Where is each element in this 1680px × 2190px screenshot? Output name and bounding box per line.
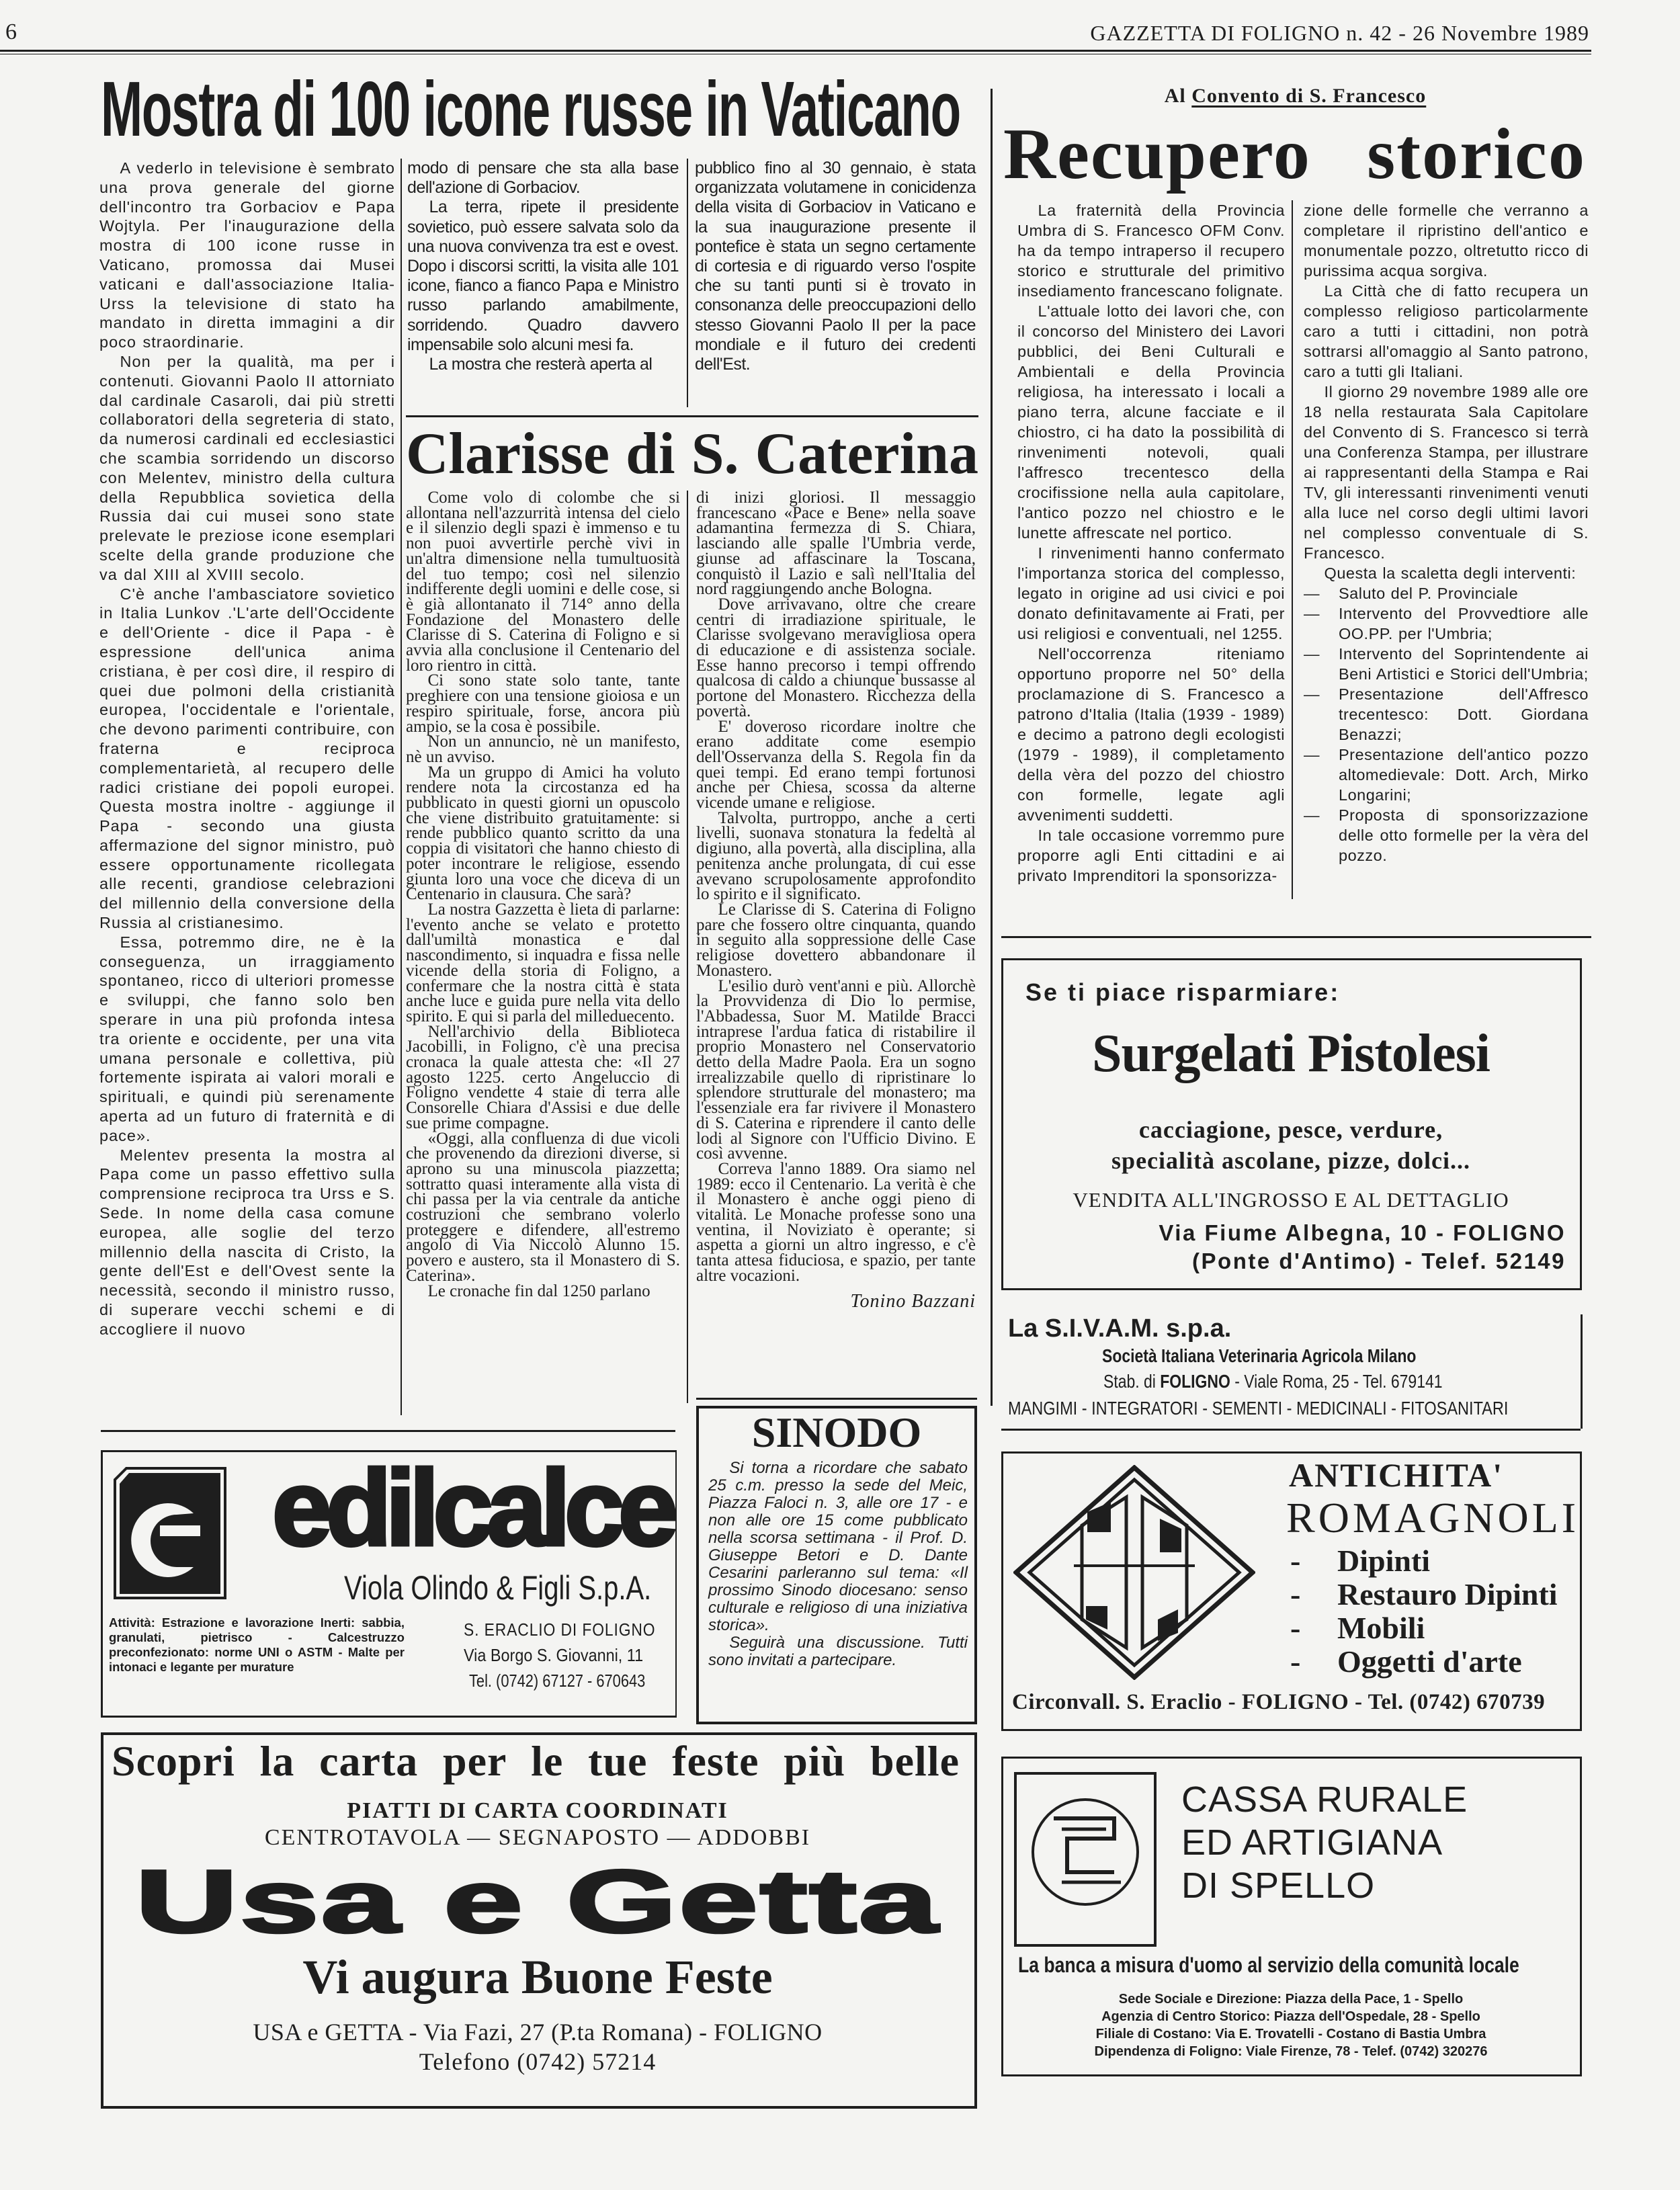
cassa-rurale-name-2: ED ARTIGIANA — [1181, 1822, 1443, 1863]
paragraph: Come volo di colombe che si allontana nell'azzurrità intensa del cielo e il silenzio degli spazi è immenso e tu non puoi avvertirle perchè vivi in un'altra dimensione nella tumultuosità del tuo tempo; così nel silenzio indifferente degli uomini e delle cose, si è già allontanato il 714° anno della Fondazione del Monastero delle Clarisse di S. Caterina di Foligno e si avvia alla conclusione il Centenario del loro rientro in città. — [406, 489, 680, 675]
cassa-rurale-name-3: DI SPELLO — [1181, 1865, 1376, 1906]
paragraph: In tale occasione vorremmo pure proporre agli Enti cittadini e ai privato Imprenditori la sponsorizza- — [1017, 827, 1285, 884]
paragraph: Essa, potremmo dire, ne è la conseguenza, un irraggiamento spontaneo, ricco di ulteriori promesse e sviluppi, che fanno solo ben sperare in una più profonda intesa tra oriente e occidente, per una vita umana personale e collettiva, più fortemente ispirata ai valori morali e spirituali, e quindi più serenamente aperta ad un futuro di fraternità e di pace». — [99, 933, 395, 1144]
column-divider — [687, 159, 688, 407]
usa-line-1: PIATTI DI CARTA COORDINATI — [347, 1798, 728, 1823]
byline: Tonino Bazzani — [850, 1290, 976, 1312]
header-rule — [0, 50, 1591, 52]
list-line — [1003, 1990, 1579, 2008]
section-rule — [101, 1430, 675, 1432]
sivam-full-name: Società Italiana Veterinaria Agricola Milano — [1102, 1345, 1417, 1366]
romagnoli-logo-icon — [1013, 1465, 1255, 1680]
list-line — [1003, 2043, 1579, 2060]
antichita-address: Circonvall. S. Eraclio - FOLIGNO - Tel. (0742) 670739 — [1012, 1690, 1546, 1714]
paragraph: zione delle formelle che verranno a completare il ripristino dell'antico e monumentale pozzo, oltretutto ricco di purissima acqua sorgiva. — [1304, 202, 1589, 280]
paragraph: La fraternità della Provincia Umbra di S. Francesco OFM Conv. ha da tempo intraperso il recupero storico e strutturale del primitivo insediamento francescano folignate. — [1017, 202, 1285, 300]
paragraph: Melentev presenta la mostra al Papa come un passo effettivo sulla comprensione reciproca tra Urss e S. Sede. In nome della casa comune europea, alle soglie del terzo millennio della nascita di Cristo, la gente dell'Est e dell'Ovest sente la necessità, secondo il ministro russo, di superare vecchi schemi e di accogliere il nuovo — [99, 1146, 395, 1338]
agenda-item: — Presentazione dell'Affresco trecentesco: Dott. Giordana Benazzi; — [1304, 684, 1589, 745]
edilcalce-activities: Attività: Estrazione e lavorazione Inerti: sabbia, granulati, pietrisco - Calcestruzzo preconfezionato: norme UNI o ASTM - Malte per intonaci e legante per murature — [109, 1615, 405, 1674]
paragraph: L'esilio durò vent'anni e più. Allorchè la Provvidenza di Dio lo permise, l'Abbadessa, Suor M. Matilde Bracci intraprese l'ardua fatica di ristabilire il proprio Monastero nel Conservatorio detto della Madre Paola. Era un sogno irrealizzabile quello di ripristinare lo splendore strutturale del monastero; ma l'essenziale era far rivivere il Monastero di S. Caterina e riprendere il canto delle lodi al Signore con l'Ufficio Divino. E così avvenne. — [696, 976, 976, 1163]
sivam-products: MANGIMI - INTEGRATORI - SEMENTI - MEDICINALI - FITOSANITARI — [1008, 1398, 1509, 1419]
agenda-item: — Proposta di sponsorizzazione delle otto formelle per la vèra del pozzo. — [1304, 805, 1589, 866]
paragraph: La mostra che resterà aperta al — [429, 355, 653, 374]
usa-headline: Scopri la carta per le tue feste più belle — [112, 1737, 960, 1785]
page-number: 6 — [5, 19, 17, 44]
agenda-item: — Saluto del P. Provinciale — [1304, 583, 1589, 603]
paragraph: Si torna a ricordare che sabato 25 c.m. presso la sede del Meic, Piazza Faloci n. 3, alle ore 17 - e non alle ore 15 come pubblicato nella scorsa settimana - il Prof. D. Giuseppe Betori e D. Dante Cesarini parleranno sul tema: «Il prossimo Sinodo diocesano: senso culturale e religioso di una iniziativa storica». — [708, 1459, 968, 1634]
edilcalce-street: Via Borgo S. Giovanni, 11 — [464, 1645, 644, 1665]
paragraph: Nell'occorrenza riteniamo opportuno proporre nel 50° della proclamazione di S. Francesco a patrono d'Italia (Italia (1939 - 1989) e decimo a patrono degli ecologisti (1979 - 1989), il completamento della vèra del pozzo del chiostro con formelle, legate agli avvenimenti suddetti. — [1017, 645, 1285, 824]
sivam-address-rest: - Viale Roma, 25 - Tel. 679141 — [1234, 1371, 1443, 1392]
paragraph: Ci sono state solo tante, tante preghiere con una tensione gioiosa e un respiro spirituale, forse, ancora più ampio, se la cosa è possibile. — [406, 671, 680, 736]
usa-phone: Telefono (0742) 57214 — [419, 2048, 657, 2075]
paragraph: Correva l'anno 1889. Ora siamo nel 1989: ecco il Centenario. La verità è che il Monastero è anche oggi pieno di vitalità. Le Monache professe sono una ventina, il Noviziato è operante; si aspetta a giorni un altro ingresso, e c'è tanta attesa fiduciosa, e spazio, per tante altre vocazioni. — [696, 1159, 976, 1285]
paragraph: A vederlo in televisione è sembrato una prova generale del giorne dell'incontro tra Gorbaciov e Papa Wojtyla. Per l'inaugurazione della mostra di 100 icone russe in Vaticano, promossa dai Musei vaticani e dall'associazione Italia-Urss la televisione di stato ha mandato in diretta immagini a dir poco straordinarie. — [99, 159, 396, 351]
sivam-address-city: FOLIGNO — [1160, 1371, 1230, 1392]
list-line-text: Filiale di Costano: Via E. Trovatelli - Costano di Bastia Umbra — [1095, 2027, 1486, 2041]
list-line — [1290, 1645, 1558, 1679]
edilcalce-phone: Tel. (0742) 67127 - 670643 — [469, 1671, 646, 1691]
headline-icone: Mostra di 100 icone russe in Vaticano — [101, 65, 960, 153]
list-line-text: Sede Sociale e Direzione: Piazza della Pace, 1 - Spello — [1118, 1992, 1464, 2007]
edilcalce-brand: edilcalce — [272, 1447, 673, 1568]
list-line-text: Mobili — [1337, 1611, 1425, 1645]
column-divider — [687, 491, 688, 1403]
list-line-text: Restauro Dipinti — [1337, 1577, 1558, 1611]
article-clarisse-column-1 — [406, 491, 680, 1299]
section-rule — [696, 1398, 977, 1400]
dash-bullet: - — [1290, 1577, 1301, 1611]
paragraph: pubblico fino al 30 gennaio, è stata organizzata volutamene in conicidenza della visita di Gorbaciov in Vaticano e la sua inaugurazione presente il pontefice è stata un segno certamente di cortesia e di riguardo verso l'ospite che su tanti punti si è trovato in consonanza delle preoccupazioni dello stesso Giovanni Paolo II per la pace mondiale e il futuro dei credenti dell'Est. — [695, 159, 976, 374]
edilcalce-logo-icon — [113, 1466, 227, 1601]
paragraph: C'è anche l'ambasciatore sovietico in Italia Lunkov .'L'arte dell'Occidente e dell'Oriente - dice il Papa - è espressione dell'unica anima cristiana, è per così dire, il respiro di quei due polmoni della cristianità europea, l'occidentale e l'orientale, che devono parimenti contribuire, con fraterna e reciproca complementarietà, al recupero delle radici cristiane dei popoli europei. Questa mostra inoltre - aggiunge il Papa - secondo una giusta affermazione del signor ministro, può essere opportunamente ricollegata alle recenti, grandiose celebrazioni del millennio della conversione della Russia al cristianesimo. — [99, 585, 395, 932]
cassa-rurale-name-1: CASSA RURALE — [1181, 1779, 1468, 1820]
paragraph: Nell'archivio della Biblioteca Jacobilli, in Foligno, c'è una precisa cronaca la quale attesta che: «Il 27 agosto 1225. certo Angeluccio di Foligno vendette 4 staie di terra alle Consorelle Chiara d'Assisi e due delle sue prime compagne. — [406, 1022, 680, 1132]
page-column-divider — [991, 89, 993, 1406]
cassa-rurale-tagline: La banca a misura d'uomo al servizio della comunità locale — [1018, 1953, 1519, 1977]
dash-bullet: - — [1290, 1644, 1301, 1679]
kicker-text: Convento di S. Francesco — [1191, 85, 1427, 107]
kicker — [1001, 85, 1589, 108]
sinodo-title: SINODO — [751, 1408, 922, 1456]
usa-brand: Usa e Getta — [135, 1852, 940, 1951]
surgelati-sales: VENDITA ALL'INGROSSO E AL DETTAGLIO — [1073, 1188, 1509, 1212]
list-line-text: Oggetti d'arte — [1337, 1644, 1522, 1679]
surgelati-products-2: specialità ascolane, pizze, dolci... — [1111, 1147, 1470, 1174]
surgelati-products-1: cacciagione, pesce, verdure, — [1138, 1116, 1443, 1143]
article-recupero-column-2 — [1304, 200, 1589, 866]
list-line — [1003, 2008, 1579, 2025]
paragraph: L'attuale lotto dei lavori che, con il concorso del Ministero dei Lavori pubblici, dei Beni Culturali e Ambientali e della Provincia religiosa, ha interessato i locali a piano terra, alcune facciate e il chiostro, ci ha dato la possibilità di rinvenimenti notevoli, quali l'affresco trecentesco della crocifissione nella aula capitolare, l'antico pozzo nel chiostro e le lunette affrescate nel portico. — [1017, 302, 1285, 542]
paragraph: Talvolta, purtroppo, anche a certi livelli, suonava stonatura la fedeltà al digiuno, alla povertà, alla disciplina, alla penitenza anche prolungata, di cui esse avevano scrupolosamente approfondito lo spirito e il significato. — [696, 808, 976, 904]
surgelati-tagline: Se ti piace risparmiare: — [1025, 978, 1341, 1006]
article-icone-column-1 — [99, 159, 395, 1339]
article-icone-column-2 — [407, 159, 679, 374]
surgelati-name: Surgelati Pistolesi — [1091, 1024, 1490, 1083]
agenda-item: — Intervento del Soprintendente ai Beni Artistici e Storici dell'Umbria; — [1304, 644, 1589, 684]
ad-border — [1581, 1314, 1583, 1429]
paragraph: Seguirà una discussione. Tutti sono invitati a partecipare. — [708, 1634, 968, 1669]
paragraph: Ma un gruppo di Amici ha voluto rendere nota la circostanza ed ha pubblicato in questi giorni un opuscolo che viene distribuito gratuitamente: si rende pubblico quanto scritto da una coppia di visitatori che hanno chiesto di poter incontrare le religiose, essendo giunta loro una voce che diceva di un Centenario in clausura. Che sarà? — [406, 763, 680, 904]
sinodo-text — [708, 1460, 968, 1669]
paragraph: E' doveroso ricordare inoltre che erano additate come esempio dell'Osservanza della S. Regola fin da quei tempi. Ed erano tempi fortunosi anche per Chiesa, scossa da alterne vicende umane e religiose. — [696, 717, 976, 812]
paragraph: Non un annuncio, nè un manifesto, nè un avviso. — [406, 732, 680, 766]
headline-recupero: Recupero storico — [1003, 114, 1586, 194]
agenda-item: — Intervento del Provvedtiore alle OO.PP. per l'Umbria; — [1304, 603, 1589, 644]
paragraph: La terra, ripete il presidente sovietico, può essere salvata solo da una nuova convivenza tra est e ovest. Dopo i discorsi scritti, la visita alle 101 icone, fianco a fianco Papa e Ministro russo parlando amabilmente, sorridendo. Quadro davvero impensabile solo alcuni mesi fa. — [407, 198, 679, 354]
usa-line-2: CENTROTAVOLA — SEGNAPOSTO — ADDOBBI — [264, 1825, 811, 1850]
list-line — [1290, 1611, 1558, 1645]
edilcalce-location: S. ERACLIO DI FOLIGNO — [464, 1619, 656, 1640]
paragraph: Le Clarisse di S. Caterina di Foligno pare che fossero oltre cinquanta, quando in seguito alla soppressione delle Case religiose dovettero abbandonare il Monastero. — [696, 900, 976, 980]
paragraph: La nostra Gazzetta è lieta di parlarne: l'evento anche se velato e protetto dall'umiltà monastica e dal nascondimento, si inquadra e fissa nelle vicende della storia di Foligno, a confermare che la nostra città è stata anche luce e guida pure nella vita dello spirito. E qui si parla del milleduecento. — [406, 900, 680, 1025]
paragraph: Non per la qualità, ma per i contenuti. Giovanni Paolo II attorniato dal cardinale Casaroli, dai più stretti collaboratori della segreteria di stato, da numerosi cardinali ed ecclesiastici che scambia sorridendo un discorso con Melentev, ministro della cultura della Repubblica sovietica della Russia dai cui musei sono state prelevate le preziose icone esemplari scelte della grande produzione che va dal XIII al XVIII secolo. — [99, 352, 395, 583]
paragraph: La Città che di fatto recupera un complesso religioso particolarmente caro a tutti i cittadini, non potrà sottrarsi all'omaggio al Santo patrono, caro a tutti gli Italiani. — [1304, 282, 1589, 380]
antichita-name: ROMAGNOLI — [1286, 1494, 1580, 1542]
column-divider — [401, 159, 402, 1415]
sivam-address-prefix: Stab. di — [1103, 1371, 1156, 1392]
paragraph: Il giorno 29 novembre 1989 alle ore 18 nella restaurata Sala Capitolare del Convento di S. Francesco si terrà una Conferenza Stampa, per illustrare ai rappresentanti della Stampa e Rai TV, gli interessanti rinvenimenti venuti alla luce nel corso degli ultimi lavori nel complesso conventuale di S. Francesco. — [1304, 383, 1589, 562]
article-recupero-column-1 — [1017, 200, 1285, 886]
list-line — [1003, 2025, 1579, 2043]
antichita-services — [1290, 1544, 1558, 1679]
paragraph: «Oggi, alla confluenza di due vicoli che provenendo da direzioni diverse, si aprono su una minuscola piazzetta; sottratto quasi interamente alla vista di chi passa per la via centrale da antiche costruzioni che sembrano volerlo proteggere e difendere, all'estremo angolo di Via Niccolò Alunno 15. povero e austero, sta il Monastero di S. Caterina». — [406, 1129, 680, 1285]
list-line-text: Dipendenza di Foligno: Viale Firenze, 78 - Telef. (0742) 320276 — [1094, 2044, 1488, 2059]
paragraph: Le cronache fin dal 1250 parlano — [427, 1281, 650, 1300]
headline-clarisse: Clarisse di S. Caterina — [406, 421, 978, 487]
article-icone-column-3 — [695, 159, 976, 374]
agenda-list — [1304, 583, 1589, 866]
list-line — [1290, 1544, 1558, 1578]
agenda-item: — Presentazione dell'antico pozzo altomedievale: Dott. Arch, Mirko Longarini; — [1304, 745, 1589, 805]
article-recupero-column-2-text — [1304, 200, 1589, 583]
list-line-text: Agenzia di Centro Storico: Piazza dell'Ospedale, 28 - Spello — [1101, 2009, 1480, 2024]
masthead: GAZZETTA DI FOLIGNO n. 42 - 26 Novembre 1989 — [1090, 21, 1589, 45]
surgelati-address-2: (Ponte d'Antimo) - Telef. 52149 — [1192, 1249, 1566, 1273]
paragraph: modo di pensare che sta alla base dell'azione di Gorbaciov. — [407, 159, 679, 198]
paragraph: di inizi gloriosi. Il messaggio francescano «Pace e Bene» nella soave adamantina fermezza di S. Chiara, lasciando alle spalle l'Umbria verde, giunse ad affascinare la Toscana, conquistò il Lazio e salì nell'Italia del nord raggiungendo anche Bologna. — [696, 489, 976, 599]
sivam-address — [1103, 1371, 1443, 1392]
article-clarisse-column-2 — [696, 491, 976, 1312]
usa-address: USA e GETTA - Via Fazi, 27 (P.ta Romana) - FOLIGNO — [253, 2019, 823, 2046]
cassa-rurale-addresses — [1003, 1990, 1579, 2060]
section-rule — [406, 415, 978, 417]
antichita-title: ANTICHITA' — [1289, 1456, 1504, 1494]
paragraph: I rinvenimenti hanno confermato l'importanza storica del complesso, legato in origine ad usi civici e poi donato definitavamente ai Frati, per usi religiosi e conventuali, nel 1255. — [1017, 544, 1285, 642]
ad-rule — [1001, 1429, 1581, 1431]
surgelati-address: Via Fiume Albegna, 10 - FOLIGNO — [1159, 1220, 1566, 1245]
usa-greeting: Vi augura Buone Feste — [302, 1950, 773, 2004]
edilcalce-company: Viola Olindo & Figli S.p.A. — [344, 1569, 652, 1607]
dash-bullet: - — [1290, 1544, 1301, 1578]
paragraph: Dove arrivavano, oltre che creare centri di irradiazione spirituale, le Clarisse svolgevano meravigliosa opera di educazione e di assistenza sociale. Esse hanno precorso i tempi offrendo qualcosa di caldo a chiunque bussasse al portone del Monastero. Ricchezza della povertà. — [696, 595, 976, 720]
paragraph: Questa la scaletta degli interventi: — [1324, 564, 1577, 582]
list-line-text: Dipinti — [1337, 1544, 1431, 1578]
section-rule — [1001, 936, 1591, 938]
column-divider — [1292, 200, 1293, 899]
list-line — [1290, 1578, 1558, 1611]
dash-bullet: - — [1290, 1611, 1301, 1645]
sivam-name: La S.I.V.A.M. s.p.a. — [1008, 1314, 1232, 1343]
article-clarisse-column-2-text — [696, 491, 976, 1284]
kicker-prefix: Al — [1164, 85, 1186, 107]
